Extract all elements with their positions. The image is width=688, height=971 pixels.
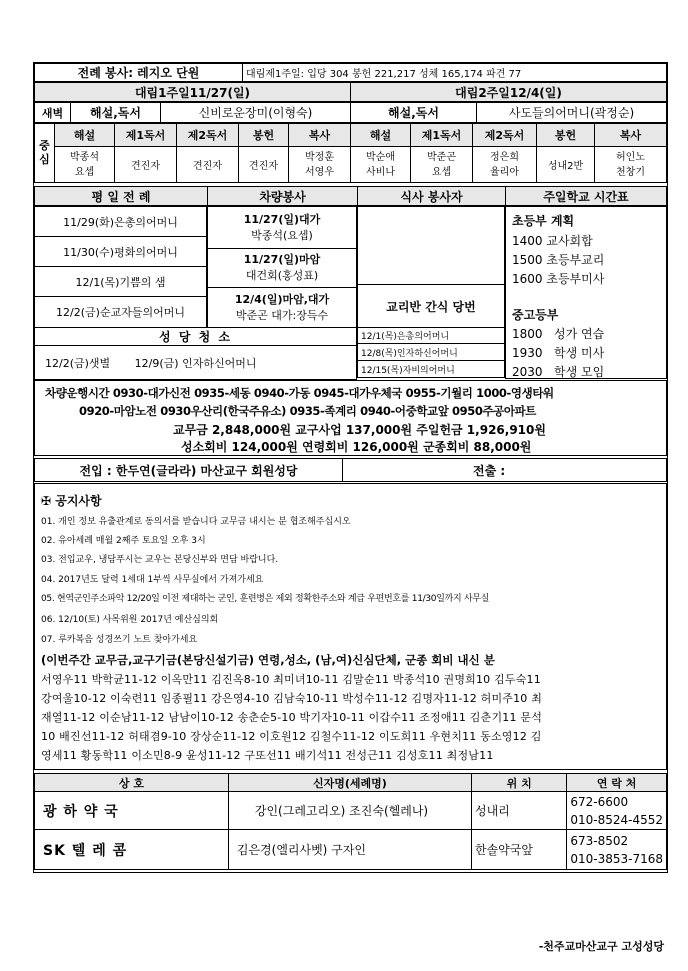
notice-item: 01. 개인 정보 유출관계로 동의서를 받습니다 교무금 내시는 분 협조해주십시오	[41, 517, 351, 527]
bus-finance-box	[34, 380, 667, 456]
shop-location: 성내리	[471, 792, 566, 830]
week2-header-1: 제1독서	[411, 124, 473, 147]
week1-header-0: 해설	[55, 124, 115, 147]
transfer-in: 전입 : 한두연(글라라) 마산교구 회원성당	[35, 459, 343, 482]
notice-item: 04. 2017년도 달력 1세대 1부씩 사무실에서 가져가세요	[41, 575, 264, 585]
cleaning-title: 성 당 청 소	[35, 328, 357, 346]
notice-item: 07. 루카복음 성경쓰기 노트 찾아가세요	[41, 635, 198, 645]
contributors-line: 서영우11 박학균11-12 이옥만11 김진옥8-10 최미녀10-11 김말순11 박종석10 권명희10 김두숙11	[41, 673, 541, 686]
vehicle-item: 11/27(일)대가 박종석(요셉)	[208, 207, 357, 249]
elementary-row: 1500 초등부교리	[512, 253, 605, 267]
week2-title: 대림2주일12/4(일)	[351, 83, 667, 102]
offering-stats: 대림제1주일: 입당 304 봉헌 221,217 성체 165,174 파견 77	[243, 64, 667, 82]
week2-cell-3: 성내2반	[537, 147, 595, 183]
meal-item: 12/15(목)자비의어머니	[358, 361, 505, 378]
week2-dawn-roles: 해설,독서	[351, 103, 477, 123]
main-label: 중심	[35, 124, 55, 183]
week2-cell-2: 정은희 율리아	[473, 147, 537, 183]
elementary-row: 1600 초등부미사	[512, 272, 605, 286]
week1-header-1: 제1독서	[115, 124, 177, 147]
sunday-school-box	[505, 206, 667, 379]
notice-item: 06. 12/10(토) 사목위원 2017년 예산심의회	[41, 615, 219, 625]
week1-header-3: 봉헌	[239, 124, 289, 147]
weekday-mass-item: 11/30(수)평화의어머니	[35, 237, 207, 267]
finance-line-1: 교무금 2,848,000원 교구사업 137,000원 주일헌금 1,926,910원	[173, 423, 546, 437]
week2-cell-1: 박준곤 요셉	[411, 147, 473, 183]
middle-high-row: 2030 학생 모임	[512, 365, 605, 379]
meal-blank	[358, 207, 505, 285]
week1-cell-4: 박정훈 서영우	[289, 147, 351, 183]
notice-item: 05. 현역군인주소파악 12/20일 이전 제대하는 군인, 훈련병은 제외 정확한주소와 계급 우편번호를 11/30일까지 사무실	[41, 594, 490, 604]
notices-title: ✠ 공지사항	[41, 494, 102, 508]
shop-phone: 672-6600 010-8524-4552	[567, 792, 667, 830]
middle-high-row: 1930 학생 미사	[512, 346, 605, 360]
week2-header-3: 봉헌	[537, 124, 595, 147]
week1-header-2: 제2독서	[177, 124, 239, 147]
contributors-line: 영세11 황동학11 이소민8-9 윤성11-12 구또선11 배기석11 전성근11 김성호11 최정남11	[41, 749, 494, 762]
week2-header-2: 제2독서	[473, 124, 537, 147]
transfer-table	[34, 458, 667, 482]
weekday-mass-item: 12/1(목)기쁨의 샘	[35, 267, 207, 297]
week1-dawn-roles: 해설,독서	[71, 103, 161, 123]
shops-header-contact: 연 락 처	[567, 774, 667, 792]
week2-cell-0: 박순애 사비나	[351, 147, 411, 183]
week2-dawn-names: 사도들의어머니(곽정순)	[477, 103, 667, 123]
week2-header-4: 복사	[595, 124, 667, 147]
shops-header-name: 상 호	[35, 774, 229, 792]
contributors-title: (이번주간 교무금,교구기금(본당신설기금) 연령,성소, (남,여)신심단체, 군종 회비 내신 분	[41, 653, 495, 667]
shop-name: SK 텔 레 콤	[35, 830, 229, 870]
cleaning-items: 12/2(금)샛별 12/9(금) 인자하신어머니	[35, 346, 357, 380]
meal-item: 12/8(목)인자하신어머니	[358, 344, 505, 361]
week-title-table	[34, 82, 667, 102]
middle-high-title: 중고등부	[512, 308, 559, 322]
shops-header-location: 위 치	[471, 774, 566, 792]
middle-high-row: 1800 성가 연습	[512, 327, 605, 341]
cleaning-table	[34, 327, 357, 380]
weekday-mass-item: 12/2(금)순교자들의어머니	[35, 297, 207, 328]
shop-phone: 673-8502 010-3853-7168	[567, 830, 667, 870]
shop-location: 한솔약국앞	[471, 830, 566, 870]
footer-signature: -천주교마산교구 고성성당	[538, 940, 664, 953]
week1-cell-3: 견진자	[239, 147, 289, 183]
notice-item: 02. 유아세례 매월 2째주 토요일 오후 3시	[41, 536, 206, 546]
contributors-line: 재열11-12 이순남11-12 남남이10-12 송춘순5-10 박기자10-11 이갑수11 조정애11 김춘기11 문석	[41, 711, 543, 724]
vehicle-list	[207, 206, 357, 328]
week1-title: 대림1주일11/27(일)	[35, 83, 351, 102]
elementary-title: 초등부 계획	[512, 214, 575, 228]
week1-cell-0: 박종석 요셉	[55, 147, 115, 183]
week1-cell-1: 견진자	[115, 147, 177, 183]
weekday-mass-list	[34, 206, 207, 328]
shop-owner: 강인(그레고리오) 조진숙(헬레나)	[228, 792, 471, 830]
contributors-line: 강여울10-12 이숙련11 임종필11 강은영4-10 김남숙10-11 박성수11-12 김명자11-12 허미주10 최	[41, 692, 543, 705]
dawn-label: 새벽	[35, 103, 71, 123]
sunday-school-header: 주일학교 시간표	[506, 187, 667, 206]
notices-box	[34, 483, 667, 770]
meal-service-header: 식사 봉사자	[358, 187, 506, 206]
roles-table	[34, 123, 667, 183]
contributors-line: 10 배진선11-12 허태겸9-10 장상순11-12 이호원12 김철수11-12 이도희11 우현치11 동소영12 김	[41, 730, 542, 743]
section-header-table	[34, 186, 667, 206]
week2-cell-4: 허인노 천창기	[595, 147, 667, 183]
shops-header-owner: 신자명(세례명)	[228, 774, 471, 792]
transfer-out: 전출 :	[343, 459, 667, 482]
vehicle-item: 12/4(일)마암,대가 박준곤 대가:장득수	[208, 288, 357, 328]
meal-list	[357, 206, 505, 378]
bus-line-2: 0920-마암노전 0930우산리(한국주유소) 0935-족계리 0940-어중학교앞 0950주공아파트	[79, 404, 537, 418]
week1-dawn-names: 신비로운장미(이형숙)	[161, 103, 351, 123]
elementary-row: 1400 교사회합	[512, 234, 593, 248]
weekday-mass-item: 11/29(화)은총의어머니	[35, 207, 207, 237]
vehicle-item: 11/27(일)마암 대건회(홍성표)	[208, 249, 357, 288]
meal-main: 교리반 간식 당번	[358, 285, 505, 328]
week2-header-0: 해설	[351, 124, 411, 147]
header-table	[34, 63, 667, 82]
shop-name: 광 하 약 국	[35, 792, 229, 830]
shops-table	[34, 773, 667, 870]
meal-item: 12/1(목)은총의어머니	[358, 328, 505, 344]
service-title: 전례 봉사: 레지오 단원	[35, 64, 243, 82]
finance-line-2: 성소회비 124,000원 연령회비 126,000원 군종회비 88,000원	[181, 440, 532, 454]
bus-line-1: 차량운행시간 0930-대가신전 0935-세동 0940-가동 0945-대가우체국 0955-기월리 1000-영생타워	[45, 386, 554, 400]
vehicle-service-header: 차량봉사	[208, 187, 358, 206]
notice-item: 03. 전입교우, 냉담푸시는 교우는 본당신부와 면담 바랍니다.	[41, 555, 279, 565]
week1-header-4: 복사	[289, 124, 351, 147]
week1-cell-2: 견진자	[177, 147, 239, 183]
shop-owner: 김은경(엘리사벳) 구자인	[228, 830, 471, 870]
dawn-table	[34, 102, 667, 123]
weekday-mass-header: 평 일 전 례	[35, 187, 208, 206]
